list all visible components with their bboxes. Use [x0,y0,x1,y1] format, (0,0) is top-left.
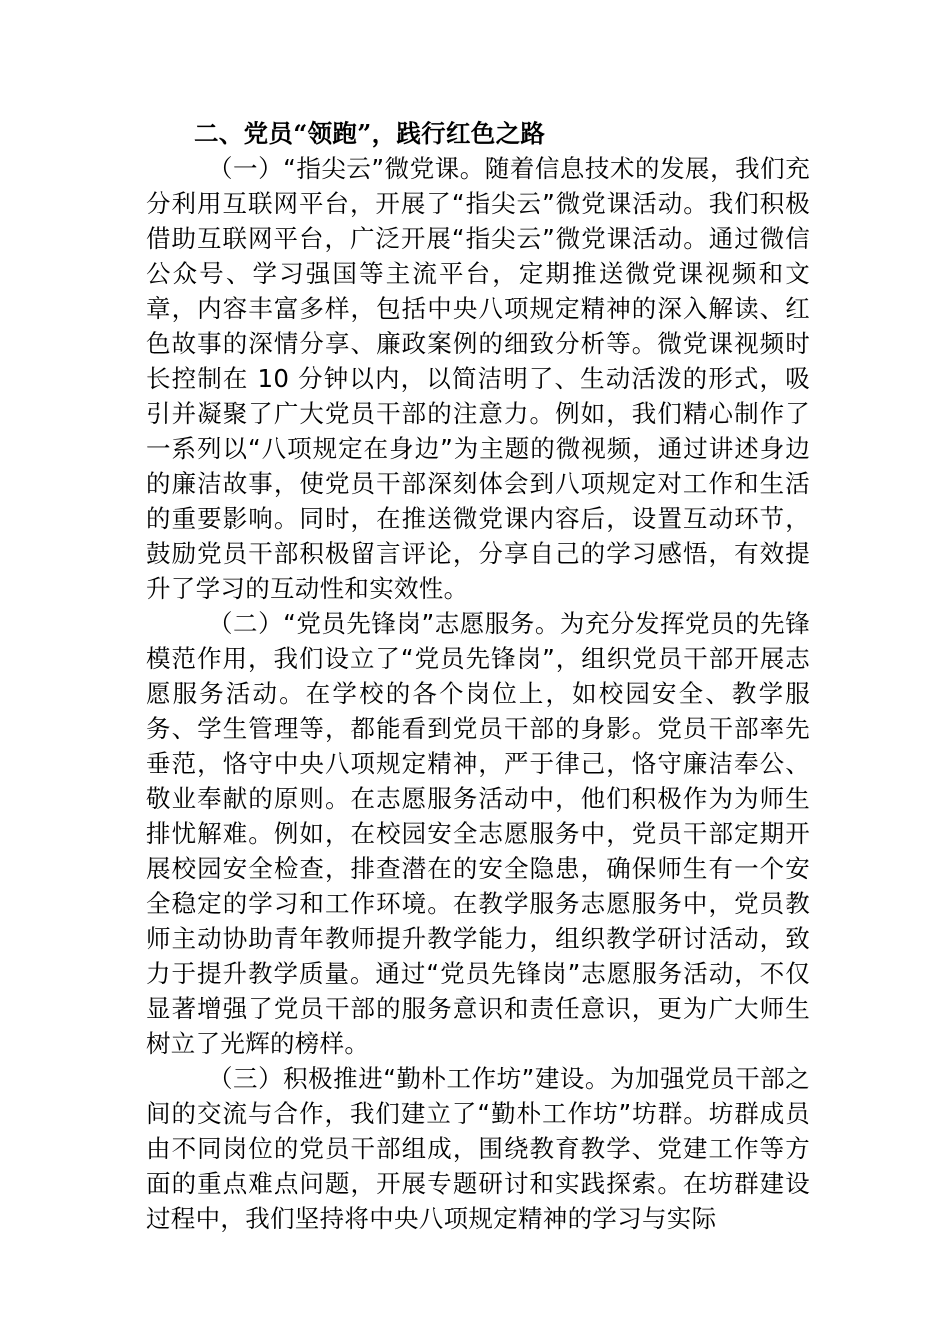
paragraph-qinpu-workshop: （三）积极推进“勤朴工作坊”建设。为加强党员干部之间的交流与合作，我们建立了“勤朴工作坊”坊群。坊群成员由不同岗位的党员干部组成，围绕教育教学、党建工作等方面的重点难点问题，开展专题研讨和实践探索。在坊群建设过程中，我们坚持将中央八项规定精神的学习与实际 [146,1064,810,1233]
document-body [146,116,810,1236]
paragraph-vanguard-volunteer: （二）“党员先锋岗”志愿服务。为充分发挥党员的先锋模范作用，我们设立了“党员先锋岗”，组织党员干部开展志愿服务活动。在学校的各个岗位上，如校园安全、教学服务、学生管理等，都能看到党员干部的身影。党员干部率先垂范，恪守中央八项规定精神，严于律己，恪守廉洁奉公、敬业奉献的原则。在志愿服务活动中，他们积极作为为师生排忧解难。例如，在校园安全志愿服务中，党员干部定期开展校园安全检查，排查潜在的安全隐患，确保师生有一个安全稳定的学习和工作环境。在教学服务志愿服务中，党员教师主动协助青年教师提升教学能力，组织教学研讨活动，致力于提升教学质量。通过“党员先锋岗”志愿服务活动，不仅显著增强了党员干部的服务意识和责任意识，更为广大师生树立了光辉的榜样。 [146,609,810,1058]
paragraph-fingertip-cloud-course: （一）“指尖云”微党课。随着信息技术的发展，我们充分利用互联网平台，开展了“指尖云”微党课活动。我们积极借助互联网平台，广泛开展“指尖云”微党课活动。通过微信公众号、学习强国等主流平台，定期推送微党课视频和文章，内容丰富多样，包括中央八项规定精神的深入解读、红色故事的深情分享、廉政案例的细致分析等。微党课视频时长控制在 10 分钟以内，以简洁明了、生动活泼的形式，吸引并凝聚了广大党员干部的注意力。例如，我们精心制作了一系列以“八项规定在身边”为主题的微视频，通过讲述身边的廉洁故事，使党员干部深刻体会到八项规定对工作和生活的重要影响。同时，在推送微党课内容后，设置互动环节，鼓励党员干部积极留言评论，分享自己的学习感悟，有效提升了学习的互动性和实效性。 [146,154,810,603]
section-heading: 二、党员“领跑”，践行红色之路 [194,119,546,148]
